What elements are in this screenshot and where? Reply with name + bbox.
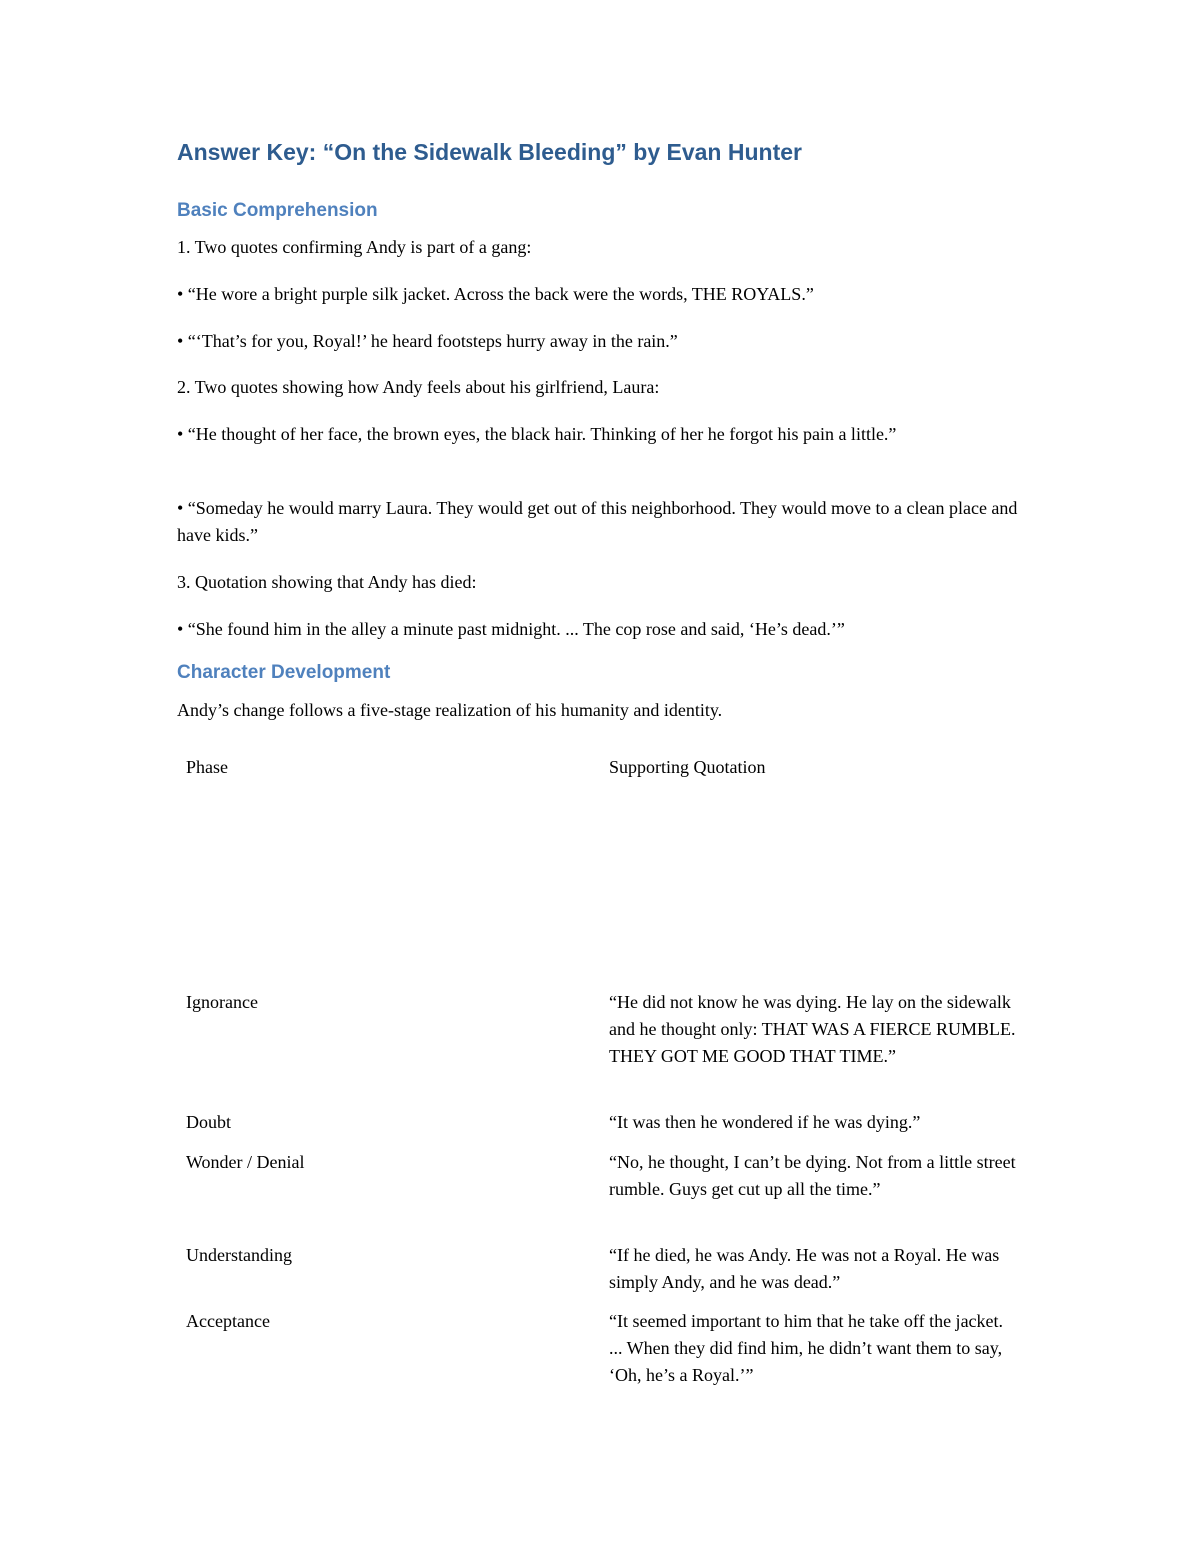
table-row-quote: “He did not know he was dying. He lay on the sidewalk and he thought only: THAT WAS A FIERCE RUMBLE. THEY GOT ME GOOD THAT TIME.” bbox=[609, 992, 1016, 1066]
question-1: 1. Two quotes confirming Andy is part of a gang: bbox=[177, 237, 532, 257]
table-row-quote: “If he died, he was Andy. He was not a Royal. He was simply Andy, and he was dead.” bbox=[609, 1245, 1000, 1292]
document-title: Answer Key: “On the Sidewalk Bleeding” by Evan Hunter bbox=[177, 139, 802, 165]
question-1-answer-b: • “‘That’s for you, Royal!’ he heard footsteps hurry away in the rain.” bbox=[177, 331, 678, 351]
table-header-phase: Phase bbox=[186, 757, 228, 777]
table-row-quote: “It seemed important to him that he take off the jacket. ... When they did find him, he didn’t want them to say, ‘Oh, he’s a Royal.’” bbox=[609, 1311, 1004, 1385]
question-1-answer-a: • “He wore a bright purple silk jacket. Across the back were the words, THE ROYALS.” bbox=[177, 284, 814, 304]
question-2-answer-a: • “He thought of her face, the brown eyes, the black hair. Thinking of her he forgot his pain a little.” bbox=[177, 424, 897, 444]
question-3-answer-a: • “She found him in the alley a minute past midnight. ... The cop rose and said, ‘He’s dead.’” bbox=[177, 619, 845, 639]
section-heading-character-development: Character Development bbox=[177, 662, 391, 683]
table-row-quote: “It was then he wondered if he was dying.” bbox=[609, 1112, 921, 1132]
section-heading-basic-comprehension: Basic Comprehension bbox=[177, 200, 378, 221]
question-2: 2. Two quotes showing how Andy feels about his girlfriend, Laura: bbox=[177, 377, 660, 397]
table-row-phase: Acceptance bbox=[186, 1311, 270, 1331]
table-row-phase: Understanding bbox=[186, 1245, 292, 1265]
table-row-phase: Doubt bbox=[186, 1112, 231, 1132]
question-2-answer-b: • “Someday he would marry Laura. They would get out of this neighborhood. They would move to a clean place and have kids.” bbox=[177, 498, 1018, 545]
table-header-quote: Supporting Quotation bbox=[609, 757, 766, 777]
table-row-quote: “No, he thought, I can’t be dying. Not from a little street rumble. Guys get cut up all the time.” bbox=[609, 1152, 1016, 1199]
table-row-phase: Ignorance bbox=[186, 992, 258, 1012]
character-intro: Andy’s change follows a five-stage realization of his humanity and identity. bbox=[177, 700, 723, 720]
question-3: 3. Quotation showing that Andy has died: bbox=[177, 572, 477, 592]
table-row-phase: Wonder / Denial bbox=[186, 1152, 305, 1172]
